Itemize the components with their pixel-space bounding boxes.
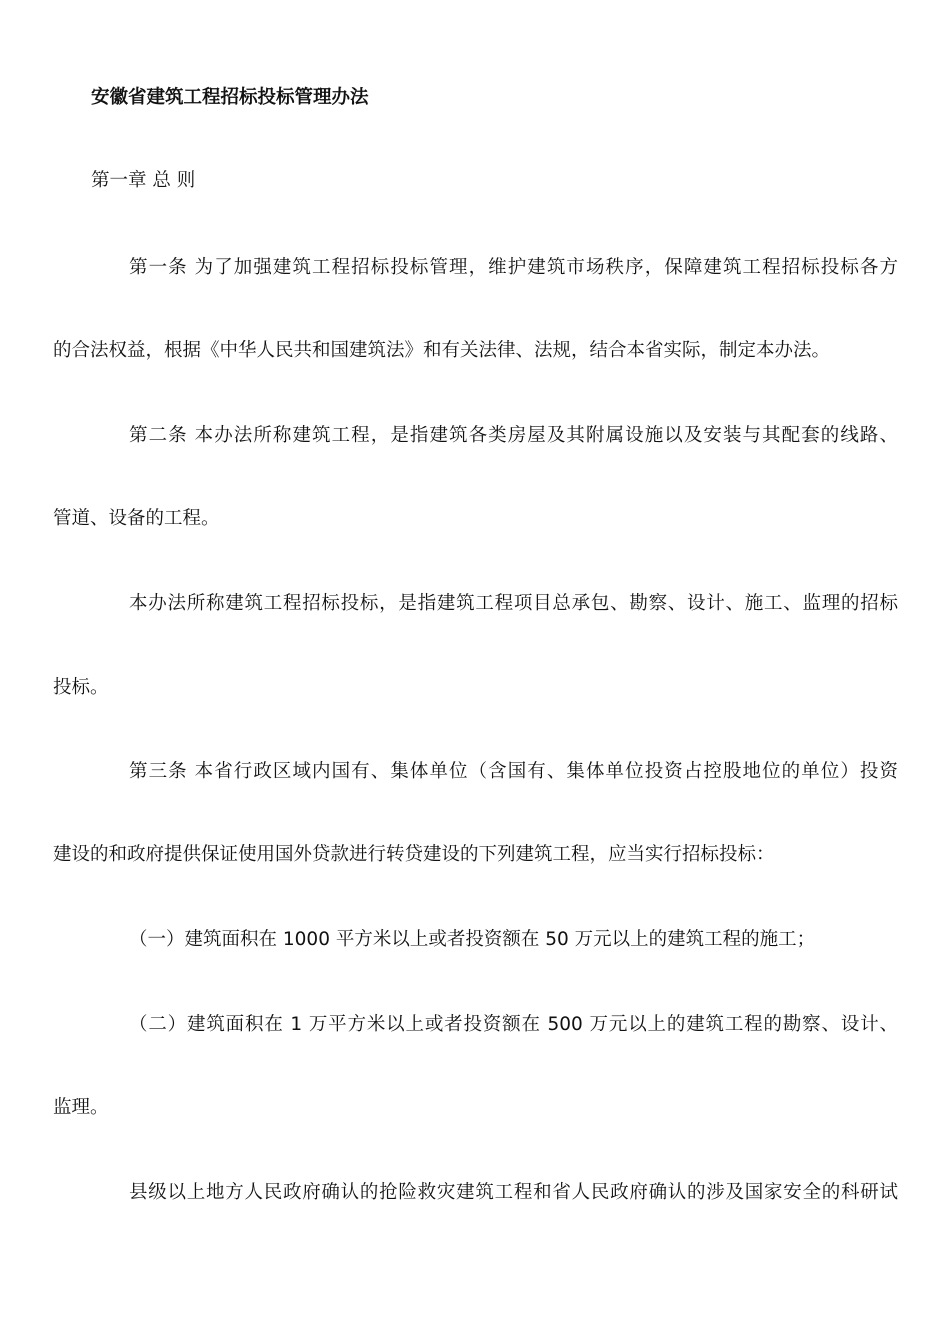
item-2-line-2: 监理。 [53,1097,109,1118]
item-1: （一）建筑面积在 1000 平方米以上或者投资额在 50 万元以上的建筑工程的施工； [129,929,816,950]
article-2-line-2: 管道、设备的工程。 [53,508,220,529]
article-3-line-1: 第三条 本省行政区域内国有、集体单位（含国有、集体单位投资占控股地位的单位）投资 [129,761,898,782]
article-2-line-1: 第二条 本办法所称建筑工程，是指建筑各类房屋及其附属设施以及安装与其配套的线路、 [129,425,898,446]
item-2-line-1: （二）建筑面积在 1 万平方米以上或者投资额在 500 万元以上的建筑工程的勘察、设计、 [129,1014,898,1035]
article-1-line-2: 的合法权益，根据《中华人民共和国建筑法》和有关法律、法规，结合本省实际，制定本办法。 [53,340,831,361]
paragraph-scope-line-2: 投标。 [53,677,109,698]
article-3-line-2: 建设的和政府提供保证使用国外贷款进行转贷建设的下列建筑工程，应当实行招标投标： [53,844,775,865]
paragraph-scope-line-1: 本办法所称建筑工程招标投标，是指建筑工程项目总承包、勘察、设计、施工、监理的招标 [129,593,898,614]
paragraph-exemption-line-1: 县级以上地方人民政府确认的抢险救灾建筑工程和省人民政府确认的涉及国家安全的科研试 [129,1182,898,1203]
article-1-line-1: 第一条 为了加强建筑工程招标投标管理，维护建筑市场秩序，保障建筑工程招标投标各方 [129,257,898,278]
document-title: 安徽省建筑工程招标投标管理办法 [91,87,369,108]
chapter-heading: 第一章 总 则 [91,170,196,191]
